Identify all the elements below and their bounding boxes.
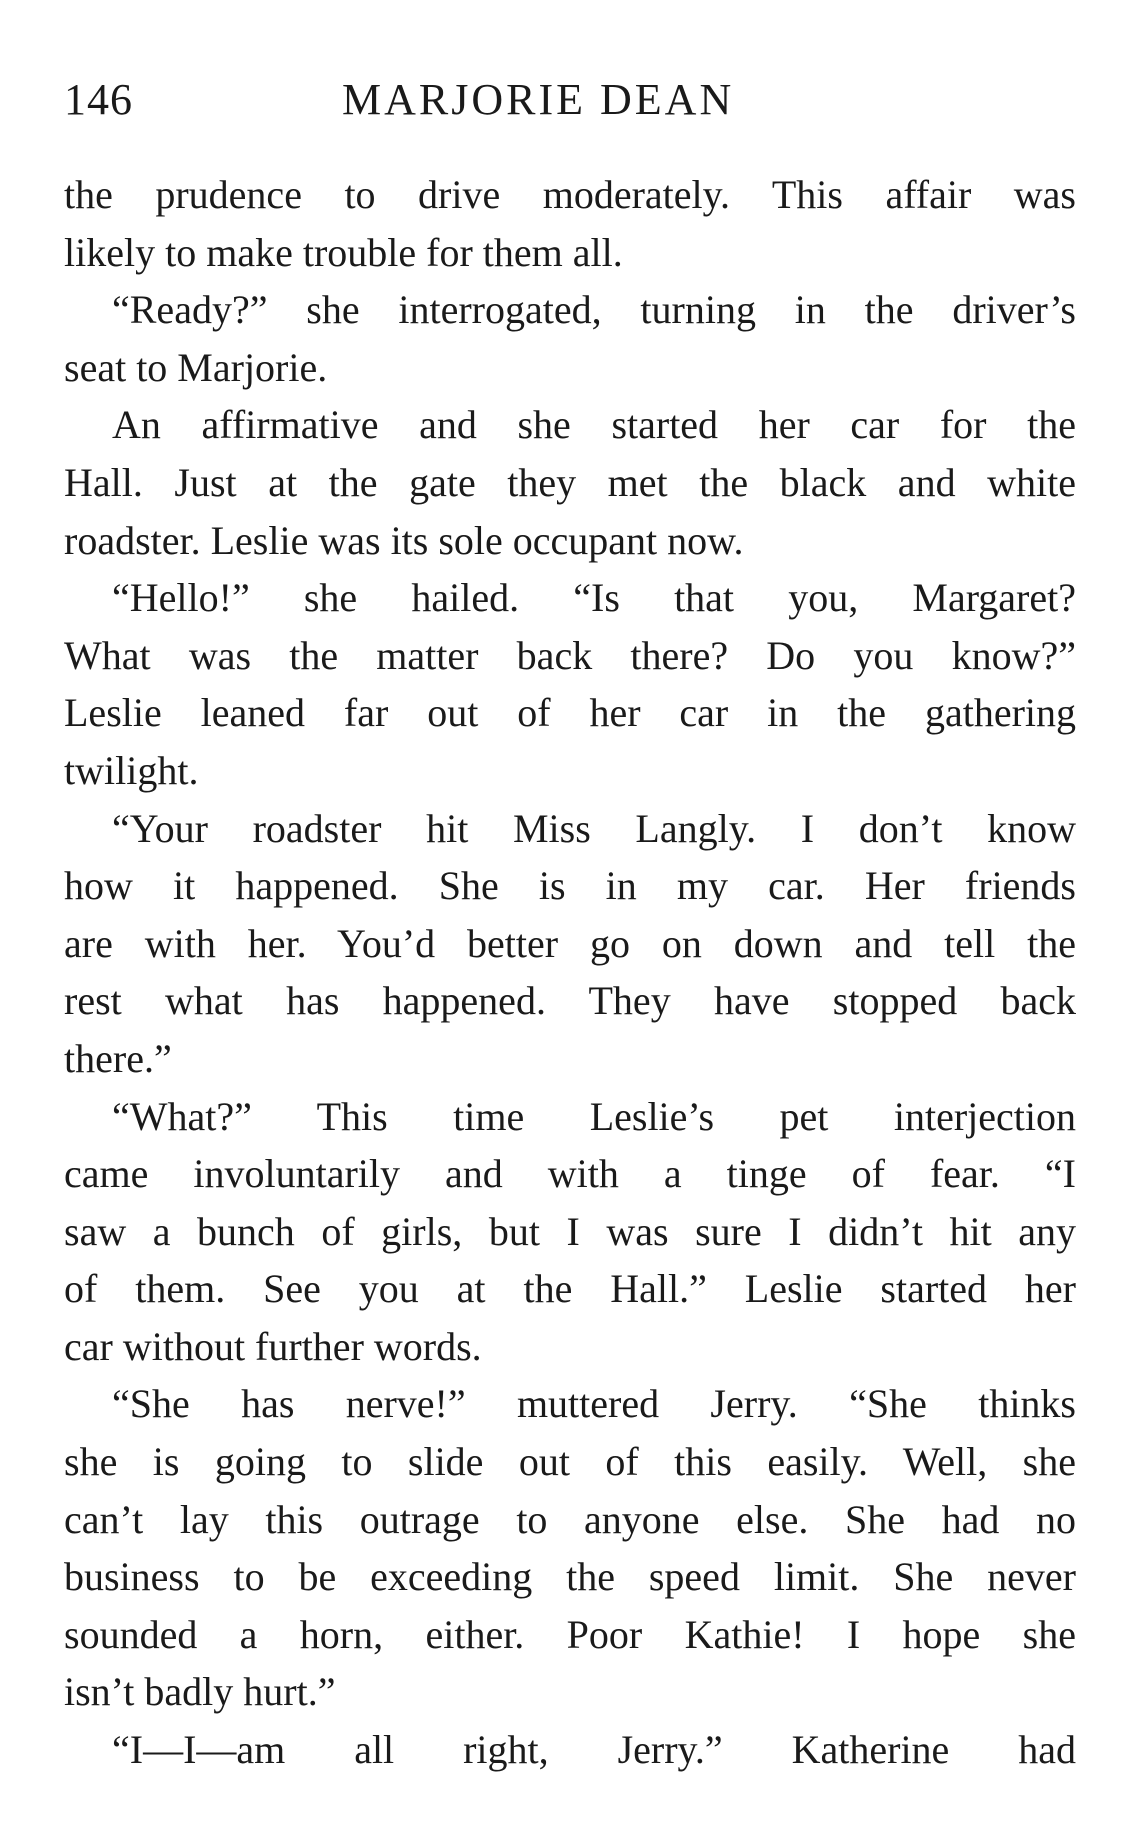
text-line: sounded a horn, either. Poor Kathie! I hope she <box>64 1611 1076 1657</box>
body-text <box>64 166 1076 1779</box>
text-line: can’t lay this outrage to anyone else. She had no <box>64 1496 1076 1542</box>
text-line: there.” <box>64 1035 172 1081</box>
text-line: twilight. <box>64 747 199 793</box>
page-number: 146 <box>64 75 133 124</box>
text-line: of them. See you at the Hall.” Leslie started her <box>64 1266 1076 1312</box>
text-line: roadster. Leslie was its sole occupant now. <box>64 517 744 563</box>
text-line: An affirmative and she started her car for the <box>112 402 1076 448</box>
text-line: “Your roadster hit Miss Langly. I don’t know <box>112 805 1076 851</box>
text-line: how it happened. She is in my car. Her friends <box>64 863 1076 909</box>
running-head: MARJORIE DEAN <box>342 75 735 124</box>
text-line: What was the matter back there? Do you know?” <box>64 632 1076 678</box>
text-line: Leslie leaned far out of her car in the gathering <box>64 690 1076 736</box>
text-line: came involuntarily and with a tinge of fear. “I <box>64 1151 1076 1197</box>
text-line: she is going to slide out of this easily. Well, she <box>64 1439 1076 1485</box>
text-line: car without further words. <box>64 1323 482 1369</box>
text-line: “Ready?” she interrogated, turning in the driver’s <box>112 287 1076 333</box>
text-line: isn’t badly hurt.” <box>64 1669 336 1715</box>
text-line: “Hello!” she hailed. “Is that you, Margaret? <box>112 575 1076 621</box>
text-line: “I—I—am all right, Jerry.” Katherine had <box>112 1727 1076 1773</box>
text-line: seat to Marjorie. <box>64 344 328 390</box>
text-line: Hall. Just at the gate they met the black and white <box>64 459 1076 505</box>
text-line: “What?” This time Leslie’s pet interjection <box>112 1093 1076 1139</box>
text-line: likely to make trouble for them all. <box>64 229 623 275</box>
text-line: are with her. You’d better go on down and tell the <box>64 920 1076 966</box>
text-line: the prudence to drive moderately. This affair was <box>64 172 1076 217</box>
text-line: business to be exceeding the speed limit. She never <box>64 1554 1076 1600</box>
text-line: rest what has happened. They have stopped back <box>64 978 1076 1024</box>
text-line: “She has nerve!” muttered Jerry. “She thinks <box>112 1381 1076 1427</box>
page-header <box>64 74 1076 134</box>
text-line: saw a bunch of girls, but I was sure I didn’t hit any <box>64 1208 1076 1254</box>
